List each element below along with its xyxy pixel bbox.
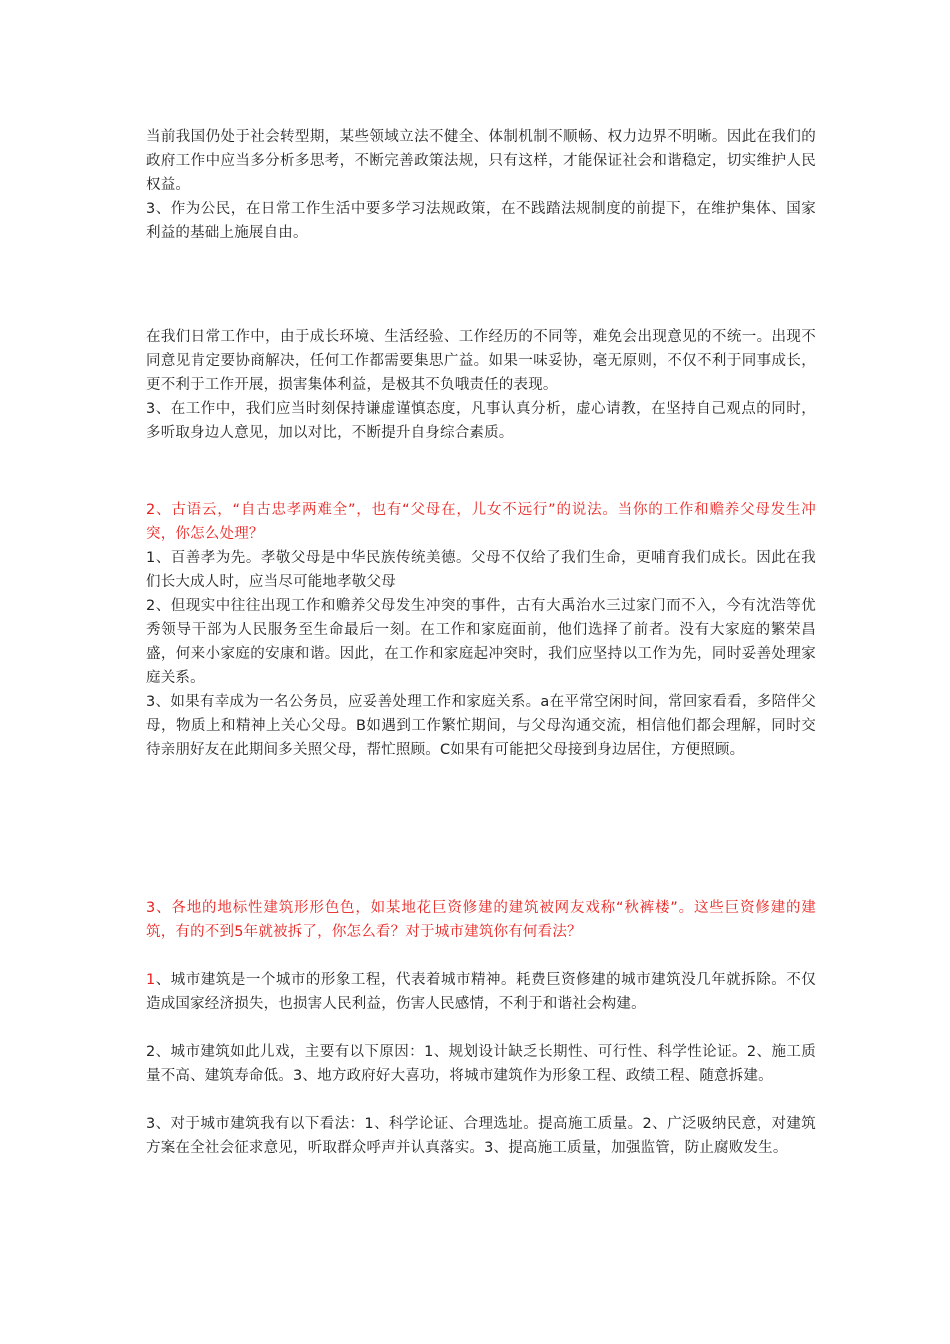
section-3-paragraph-2: 2、但现实中往往出现工作和赡养父母发生冲突的事件，古有大禹治水三过家门而不入，今有沈浩等优秀领导干部为人民服务至生命最后一刻。在工作和家庭面前，他们选择了前者。没有大家庭的繁荣昌盛，何来小家庭的安康和谐。因此，在工作和家庭起冲突时，我们应坚持以工作为先，同时妥善处理家庭关系。 [146, 598, 816, 686]
blank-line [146, 1016, 816, 1040]
section-4-paragraph-1 [146, 968, 816, 1016]
paragraph-1-text: 、城市建筑是一个城市的形象工程，代表着城市精神。耗费巨资修建的城市建筑没几年就拆除。不仅造成国家经济损失，也损害人民利益，伤害人民感情，不利于和谐社会构建。 [146, 972, 816, 1012]
blank-line [146, 1088, 816, 1112]
paragraph-1-number: 1 [146, 972, 156, 988]
section-3 [146, 498, 816, 762]
section-3-paragraph-1: 1、百善孝为先。孝敬父母是中华民族传统美德。父母不仅给了我们生命，更哺育我们成长。因此在我们长大成人时，应当尽可能地孝敬父母 [146, 550, 816, 590]
section-1-paragraph-1: 当前我国仍处于社会转型期，某些领域立法不健全、体制机制不顺畅、权力边界不明晰。因此在我们的政府工作中应当多分析多思考，不断完善政策法规，只有这样，才能保证社会和谐稳定，切实维护人民权益。 [146, 129, 816, 193]
section-2-paragraph-1: 在我们日常工作中，由于成长环境、生活经验、工作经历的不同等，难免会出现意见的不统一。出现不同意见肯定要协商解决，任何工作都需要集思广益。如果一味妥协，毫无原则，不仅不利于同事成长，更不利于工作开展，损害集体利益，是极其不负哦责任的表现。 [146, 329, 816, 393]
section-3-paragraph-3: 3、如果有幸成为一名公务员，应妥善处理工作和家庭关系。a在平常空闲时间，常回家看看，多陪伴父母，物质上和精神上关心父母。B如遇到工作繁忙期间，与父母沟通交流，相信他们都会理解，同时交待亲朋好友在此期间多关照父母，帮忙照顾。C如果有可能把父母接到身边居住，方便照顾。 [146, 694, 816, 758]
section-1-paragraph-2: 3、作为公民，在日常工作生活中要多学习法规政策，在不践踏法规制度的前提下，在维护集体、国家利益的基础上施展自由。 [146, 201, 816, 241]
blank-line [146, 944, 816, 968]
section-4-paragraph-2: 2、城市建筑如此儿戏，主要有以下原因：1、规划设计缺乏长期性、可行性、科学性论证。2、施工质量不高、建筑寿命低。3、地方政府好大喜功，将城市建筑作为形象工程、政绩工程、随意拆建。 [146, 1044, 816, 1084]
section-4-paragraph-3: 3、对于城市建筑我有以下看法：1、科学论证、合理选址。提高施工质量。2、广泛吸纳民意，对建筑方案在全社会征求意见，听取群众呼声并认真落实。3、提高施工质量，加强监管，防止腐败发生。 [146, 1116, 816, 1156]
section-2-paragraph-2: 3、在工作中，我们应当时刻保持谦虚谨慎态度，凡事认真分析，虚心请教，在坚持自己观点的同时，多听取身边人意见，加以对比，不断提升自身综合素质。 [146, 401, 816, 441]
question-2-heading: 2、古语云，“自古忠孝两难全”，也有“父母在，儿女不远行”的说法。当你的工作和赡养父母发生冲突，你怎么处理？ [146, 502, 816, 542]
question-3-heading: 3、各地的地标性建筑形形色色，如某地花巨资修建的建筑被网友戏称“秋裤楼”。这些巨资修建的建筑，有的不到5年就被拆了，你怎么看？对于城市建筑你有何看法？ [146, 900, 816, 940]
section-4 [146, 896, 816, 1160]
section-2 [146, 325, 816, 445]
section-1 [146, 125, 816, 245]
